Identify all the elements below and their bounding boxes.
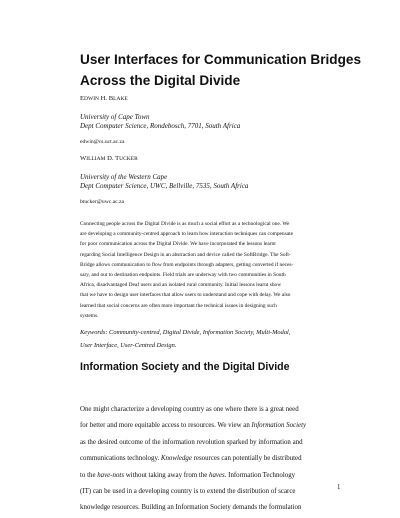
body-line: as the desired outcome of the information revolution sparked by information and xyxy=(80,438,303,446)
page-number: 1 xyxy=(337,484,341,491)
abstract-line: are developing a community-centred approach to learn how interaction techniques can compensate xyxy=(80,231,293,238)
keywords xyxy=(80,327,345,352)
paper-title xyxy=(80,49,370,91)
author-affiliation: University of the Western Cape Dept Computer Science, UWC, Bellville, 7535, South Africa xyxy=(80,173,249,190)
body-line: One might characterize a developing country as one where there is a great need xyxy=(80,406,299,413)
body-line: (IT) can be used in a developing country is to extend the distribution of scarce xyxy=(80,488,296,496)
body-line: knowledge resources. Building an Information Society demands the formulation xyxy=(80,504,302,512)
keywords-line: User Interface, User-Centred Design. xyxy=(80,341,177,349)
author-name: WILLIAM D. TUCKER xyxy=(80,155,138,162)
body-line: communications technology. Knowledge resources can potentially be distributed xyxy=(80,455,302,463)
abstract-line: for poor communication across the Digital Divide. We have incorporated the lessons learnt xyxy=(80,241,276,248)
author-email: edwin@cs.uct.ac.za xyxy=(80,139,125,145)
abstract-line: Bridge allows communication to flow from endpoints through adapters, getting converted if neces- xyxy=(80,261,294,268)
abstract-line: systems. xyxy=(80,312,99,319)
body-line: to the have-nots without taking away from the haves. Information Technology xyxy=(80,471,296,479)
abstract-line: learned that social concerns are often more important the technical issues in designing such xyxy=(80,302,277,309)
title-line-1: User Interfaces for Communication Bridges xyxy=(80,52,362,67)
author-email: btucker@uwc.ac.za xyxy=(80,199,124,205)
body-line: for better and more equitable access to resources. We view an Information Society xyxy=(80,422,307,430)
abstract-line: regarding Social Intelligence Design in an abstraction and device called the SoftBridge. The Soft- xyxy=(80,251,291,258)
author-affiliation: University of Cape Town Dept Computer Science, Rondebosch, 7701, South Africa xyxy=(80,113,241,130)
abstract-line: sary, and out to destination endpoints. Field trials are underway with two communities in South xyxy=(80,272,286,279)
abstract-line: Africa, disadvantaged Deaf users and an isolated rural community. Initial lessons learnt show xyxy=(80,282,282,289)
abstract-line: that we have to design user interfaces that allow users to understand and cope with delay. We also xyxy=(80,292,291,299)
abstract-line: Connecting people across the Digital Divide is as much a social effort as a technological one. We xyxy=(80,221,290,227)
section-heading: Information Society and the Digital Divide xyxy=(80,361,290,373)
title-line-2: Across the Digital Divide xyxy=(80,73,241,88)
abstract xyxy=(80,219,343,321)
author-name: EDWIN H. BLAKE xyxy=(80,95,128,102)
keywords-line: Keywords: Community-centred, Digital Divide, Information Society, Multi-Modal, xyxy=(80,329,291,336)
body-text xyxy=(80,402,345,517)
